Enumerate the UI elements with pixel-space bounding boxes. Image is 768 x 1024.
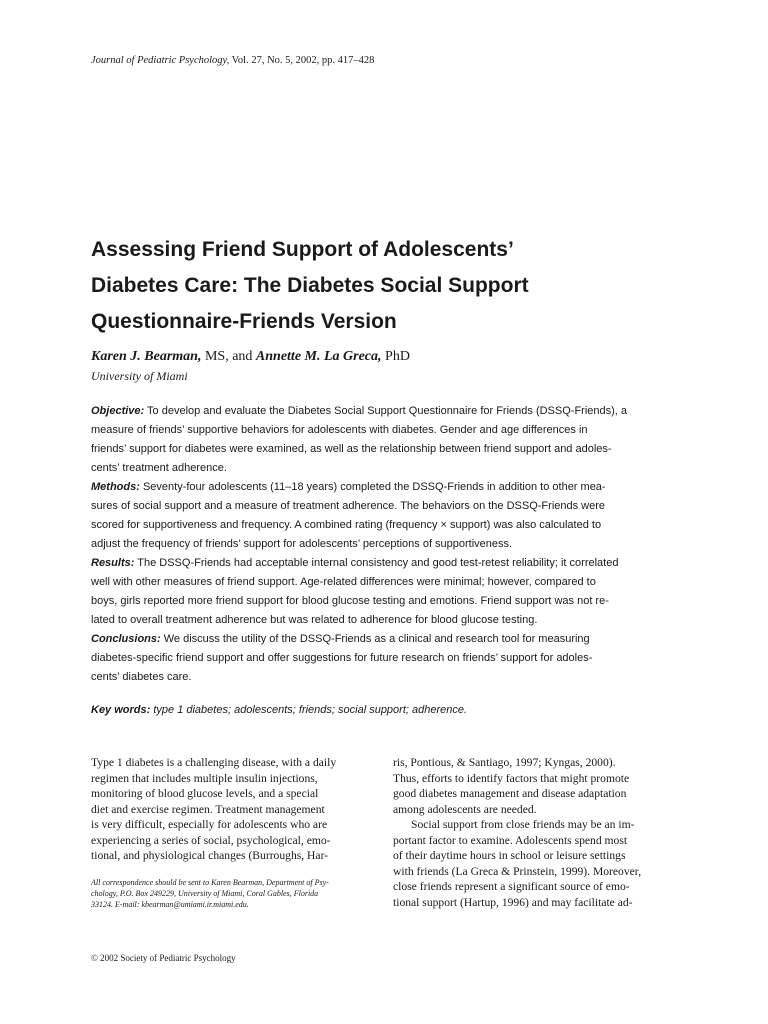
title-line-2: Diabetes Care: The Diabetes Social Support (91, 274, 529, 297)
abstract-line: boys, girls reported more friend support for blood glucose testing and emotions. Friend support was not re- (91, 595, 609, 607)
body-line: portant factor to examine. Adolescents spend most (393, 833, 628, 847)
keywords-label: Key words: (91, 704, 151, 716)
keywords (91, 704, 467, 716)
abstract-line: sures of social support and a measure of treatment adherence. The behaviors on the DSSQ-Friends were (91, 500, 606, 512)
abstract-line: diabetes-specific friend support and offer suggestions for future research on friends’ support for adoles- (91, 652, 593, 664)
objective-label: Objective: (91, 405, 145, 417)
footnote-line: 33124. E-mail: kbearman@umiami.ir.miami.edu. (91, 900, 249, 909)
body-line: Type 1 diabetes is a challenging disease, with a daily (91, 756, 337, 769)
conclusions-text: We discuss the utility of the DSSQ-Friends as a clinical and research tool for measuring (160, 633, 590, 645)
abstract-line: lated to overall treatment adherence but was related to adherence for blood glucose testing. (91, 614, 538, 626)
abstract-line (91, 630, 673, 649)
journal-name: Journal of Pediatric Psychology, (91, 55, 230, 66)
results-text: The DSSQ-Friends had acceptable internal consistency and good test-retest reliability; it correlated (134, 557, 619, 569)
title-line-1: Assessing Friend Support of Adolescents’ (91, 238, 514, 261)
abstract-line: adjust the frequency of friends’ support for adolescents’ perceptions of supportiveness. (91, 538, 513, 550)
body-line: diet and exercise regimen. Treatment management (91, 802, 325, 816)
copyright-notice: © 2002 Society of Pediatric Psychology (91, 953, 236, 963)
body-line: of their daytime hours in school or leisure settings (393, 849, 626, 862)
body-line: among adolescents are needed. (393, 802, 537, 816)
keywords-value: type 1 diabetes; adolescents; friends; social support; adherence. (150, 704, 468, 716)
methods-text: Seventy-four adolescents (11–18 years) completed the DSSQ-Friends in addition to other mea- (139, 481, 606, 493)
conclusions-label: Conclusions: (91, 633, 161, 645)
body-line: experiencing a series of social, psychological, emo- (91, 833, 331, 847)
body-line: tional, and physiological changes (Burroughs, Har- (91, 849, 329, 862)
body-line: monitoring of blood glucose levels, and a special (91, 787, 319, 800)
affiliation: University of Miami (91, 369, 188, 383)
abstract-line: cents’ treatment adherence. (91, 462, 227, 474)
body-line: with friends (La Greca & Prinstein, 1999). Moreover, (393, 864, 642, 878)
journal-citation (91, 55, 374, 66)
abstract-line: cents’ diabetes care. (91, 671, 192, 683)
title-line-3: Questionnaire-Friends Version (91, 310, 397, 333)
abstract-line (91, 402, 673, 421)
body-line: is very difficult, especially for adolescents who are (91, 818, 328, 831)
objective-text: To develop and evaluate the Diabetes Social Support Questionnaire for Friends (DSSQ-Friends), a (144, 405, 628, 417)
abstract-line (91, 478, 673, 497)
footnote-line: chology, P.O. Box 249229, University of Miami, Coral Gables, Florida (91, 889, 319, 898)
author-1-name: Karen J. Bearman, (91, 349, 202, 364)
abstract (91, 402, 673, 687)
author-2-name: Annette M. La Greca, (255, 349, 382, 364)
body-line: Social support from close friends may be an im- (411, 818, 635, 831)
abstract-line: measure of friends’ supportive behaviors for adolescents with diabetes. Gender and age differences in (91, 424, 588, 436)
author-2-degree: PhD (381, 349, 410, 364)
abstract-line (91, 554, 673, 573)
body-line: close friends represent a significant source of emo- (393, 880, 630, 893)
article-title (91, 232, 691, 340)
author-line (91, 349, 410, 365)
footnote-line: All correspondence should be sent to Karen Bearman, Department of Psy- (91, 878, 329, 887)
body-line: Thus, efforts to identify factors that might promote (393, 771, 630, 785)
body-line: good diabetes management and disease adaptation (393, 787, 627, 800)
body-column-right (393, 755, 663, 910)
abstract-line: friends’ support for diabetes were examined, as well as the relationship between friend support and adoles- (91, 443, 612, 455)
methods-label: Methods: (91, 481, 140, 493)
body-column-left (91, 755, 361, 864)
body-line: ris, Pontious, & Santiago, 1997; Kyngas, 2000). (393, 756, 616, 769)
correspondence-footnote (91, 877, 329, 910)
body-line: tional support (Hartup, 1996) and may facilitate ad- (393, 895, 633, 909)
author-1-degree: MS, and (201, 349, 256, 364)
body-line: regimen that includes multiple insulin injections, (91, 771, 318, 785)
journal-volume: Vol. 27, No. 5, 2002, pp. 417–428 (229, 55, 375, 66)
abstract-line: scored for supportiveness and frequency. A combined rating (frequency × support) was also calculated to (91, 519, 602, 531)
abstract-line: well with other measures of friend support. Age-related differences were minimal; however, compared to (91, 576, 596, 588)
results-label: Results: (91, 557, 135, 569)
